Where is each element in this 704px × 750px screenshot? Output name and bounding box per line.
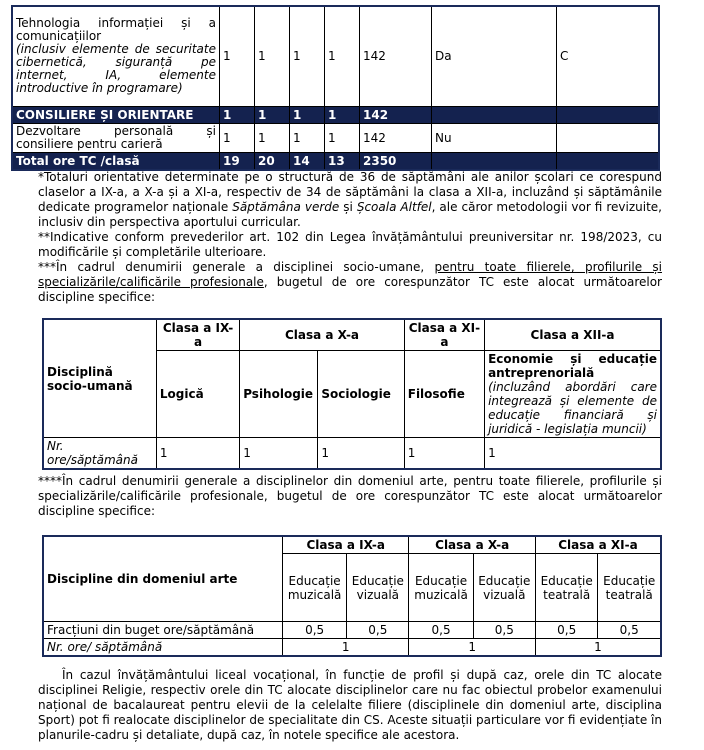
cell: 1 (318, 438, 404, 470)
cell (432, 152, 557, 170)
row-label: Nr. ore/ săptămână (43, 639, 283, 657)
table-row (12, 6, 659, 106)
subject-title: Tehnologia informației și a comunicațiilor (16, 16, 216, 44)
curriculum-table (11, 5, 660, 171)
cell: 142 (360, 106, 432, 123)
subject-cell: Psihologie (240, 351, 318, 438)
cell: 142 (360, 123, 432, 152)
cell (557, 106, 660, 123)
table-row (12, 123, 659, 152)
text: *Totaluri orientative determinate pe o structură de 36 de săptămâni ale anilor școlari ce corespund claselor a IX-a, a X-a și a XI-a, respectiv de 34 de săptămâni la clasa a XII-a, incluzând și săptămânile dedicate programelor naționale (38, 170, 662, 214)
text: ***În cadrul denumirii generale a disciplinei socio-umane, (38, 260, 435, 274)
table-header-row (43, 319, 661, 351)
cell (557, 152, 660, 170)
text: , bugetul de ore corespunzător TC este alocat următoarelor discipline specifice: (38, 275, 662, 304)
cell: 0,5 (598, 622, 661, 639)
cell: 1 (325, 6, 360, 106)
cell: 0,5 (535, 622, 598, 639)
cell: 0,5 (473, 622, 535, 639)
table-row (43, 438, 661, 470)
table-header-row (43, 536, 661, 554)
table-row-total (12, 152, 659, 170)
cell: 1 (220, 123, 255, 152)
cell: 1 (255, 106, 290, 123)
header-cell: Clasa a IX-a (156, 319, 239, 351)
cell: Da (432, 6, 557, 106)
subject-cell: Filosofie (404, 351, 484, 438)
cell: 14 (290, 152, 325, 170)
footnote-4: ****În cadrul denumirii generale a disciplinelor din domeniul arte, pentru toate filierele, profilurile și specializările/calificările profesionale, bugetul de ore corespunzător TC este alocat următoarelor discipline specifice: (38, 474, 662, 518)
cell (557, 123, 660, 152)
header-cell: Clasa a XI-a (535, 536, 661, 554)
cell: 20 (255, 152, 290, 170)
text: , ale căror metodologii vor fi revizuite, inclusiv din perspectiva aportului curricular. (38, 200, 662, 229)
cell: 0,5 (347, 622, 409, 639)
cell: 1 (409, 639, 535, 657)
table-row-consiliere (12, 106, 659, 123)
cell: 19 (220, 152, 255, 170)
final-paragraph: În cazul învățământului liceal vocațional, în funcție de profil și după caz, orele din TC alocate disciplinei Religie, respectiv orele din TC alocate disciplinelor care nu fac obiectul probelor examenului național de bacalaureat pentru elevii de la celelalte filiere (disciplinele din domeniul arte, disciplina Sport) pot fi realocate disciplinelor de specialitate din CS. Aceste situații particulare vor fi evidențiate în planurile-cadru și detaliate, după caz, în notele specifice ale acestora. (38, 668, 662, 742)
table-row (43, 639, 661, 657)
footnote-2: **Indicative conform prevederilor art. 102 din Legea învățământului preuniversitar nr. 198/2023, cu modificările și completările ulterioare. (38, 230, 662, 259)
text: (incluzând abordări care integrează și elemente de educație financiară și juridică - legislația muncii) (488, 380, 657, 436)
table-row (43, 622, 661, 639)
cell (432, 106, 557, 123)
subject-cell: Sociologie (318, 351, 404, 438)
header-cell: Clasa a X-a (409, 536, 535, 554)
cell: 1 (220, 106, 255, 123)
cell: Total ore TC /clasă (12, 152, 220, 170)
cell: 1 (325, 123, 360, 152)
subject-note: (inclusiv elemente de securitate cibernetică, siguranță pe internet, IA, elemente introductive în programare) (16, 42, 216, 96)
footnote-3 (38, 260, 662, 305)
cell: 1 (220, 6, 255, 106)
cell: 1 (485, 438, 661, 470)
cell: 1 (290, 106, 325, 123)
header-cell: Clasa a IX-a (283, 536, 409, 554)
subject-cell: Educație teatrală (535, 554, 598, 622)
cell: 1 (290, 123, 325, 152)
cell: 1 (325, 106, 360, 123)
row-label: Fracțiuni din buget ore/săptămână (43, 622, 283, 639)
header-cell: Clasa a XI-a (404, 319, 484, 351)
subject-cell (485, 351, 661, 438)
subject-cell: Educație vizuală (347, 554, 409, 622)
cell: 1 (255, 123, 290, 152)
cell: 142 (360, 6, 432, 106)
socio-human-table (42, 318, 662, 470)
text: Economie și educație antreprenorială (488, 352, 657, 380)
cell: 1 (290, 6, 325, 106)
row-label: Discipline din domeniul arte (43, 536, 283, 622)
cell: Nu (432, 123, 557, 152)
cell: 1 (535, 639, 661, 657)
cell: 0,5 (283, 622, 347, 639)
arts-table (42, 535, 662, 657)
cell: 1 (240, 438, 318, 470)
subject-cell: Educație teatrală (598, 554, 661, 622)
cell: 0,5 (409, 622, 473, 639)
row-label: Disciplină socio-umană (43, 319, 156, 438)
footnotes (38, 170, 662, 305)
header-cell: Clasa a XII-a (485, 319, 661, 351)
text: Săptămâna verde (232, 200, 340, 214)
cell: 2350 (360, 152, 432, 170)
subject-cell: Educație muzicală (283, 554, 347, 622)
cell: C (557, 6, 660, 106)
cell: 13 (325, 152, 360, 170)
header-cell: Clasa a X-a (240, 319, 405, 351)
footnote-1 (38, 170, 662, 230)
cell: 1 (404, 438, 484, 470)
cell: 1 (283, 639, 409, 657)
row-label: Nr. ore/săptămână (43, 438, 156, 470)
subject-cell: Educație muzicală (409, 554, 473, 622)
text: Școala Altfel (356, 200, 432, 214)
subject-cell: Educație vizuală (473, 554, 535, 622)
cell: 1 (156, 438, 239, 470)
text: și (339, 200, 357, 214)
cell: Dezvoltare personală și consiliere pentru carieră (12, 123, 220, 152)
subject-cell: Logică (156, 351, 239, 438)
subject-cell (12, 6, 220, 106)
text: pentru toate filierele, profilurile și specializările/calificările profesionale (38, 260, 662, 289)
cell: 1 (255, 6, 290, 106)
cell: CONSILIERE ȘI ORIENTARE (12, 106, 220, 123)
